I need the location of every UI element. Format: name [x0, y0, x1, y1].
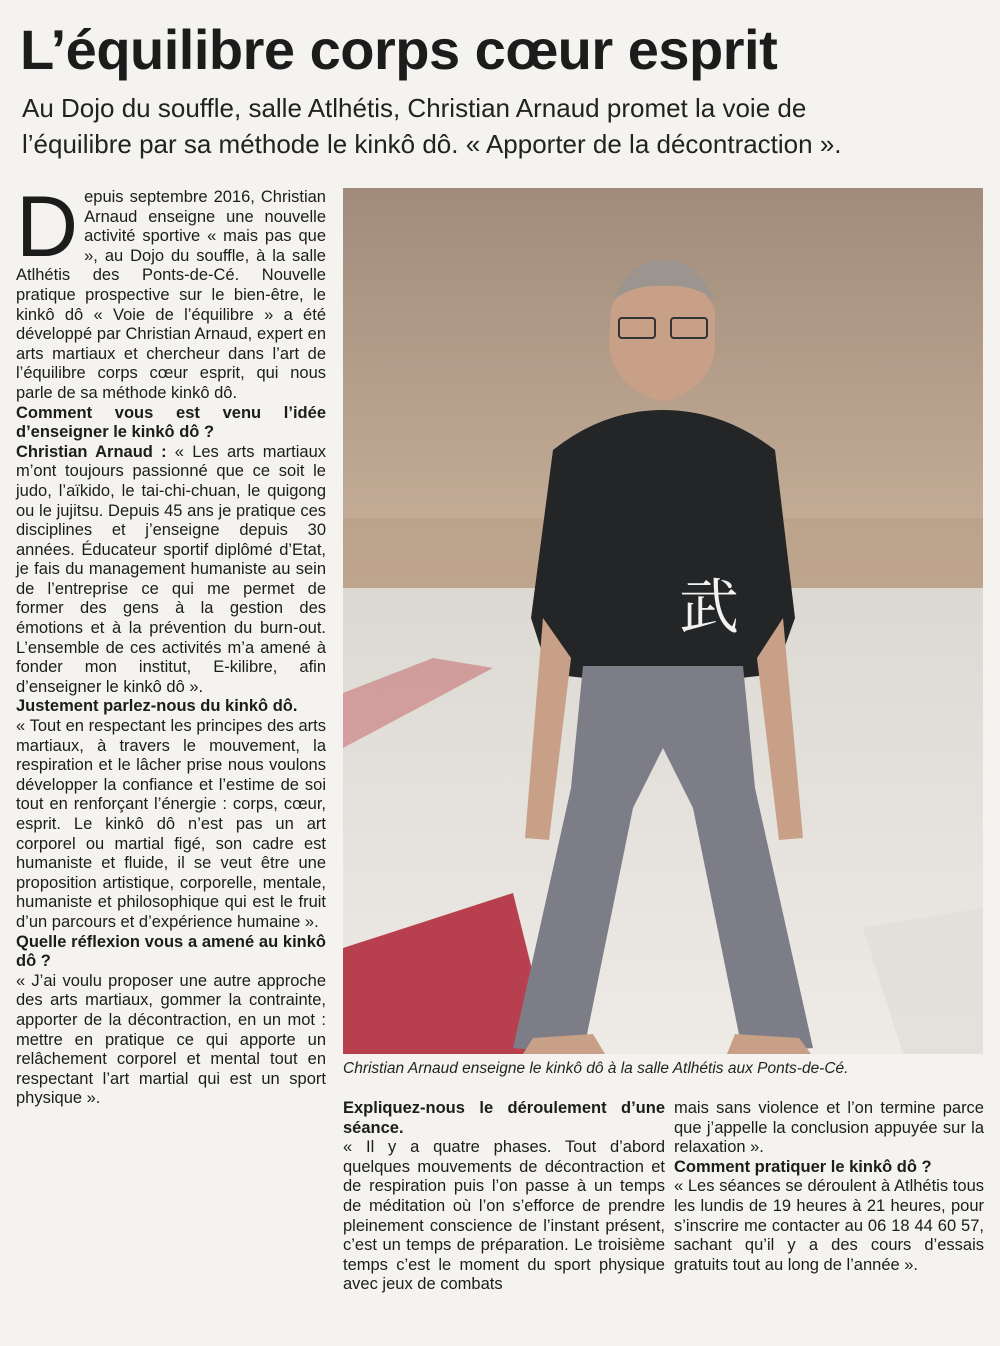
photo-illustration — [343, 188, 983, 1054]
standfirst-line-2: l’équilibre par sa méthode le kinkô dô. « Apporter de la décontraction ». — [22, 129, 842, 159]
question-3: Quelle réflexion vous a amené au kinkô dô ? — [16, 932, 326, 971]
question-5: Comment pratiquer le kinkô dô ? — [674, 1157, 932, 1176]
article-photo — [343, 188, 983, 1054]
standfirst-line-1: Au Dojo du souffle, salle Atlhétis, Christian Arnaud promet la voie de — [22, 93, 807, 123]
question-2: Justement parlez-nous du kinkô dô. — [16, 697, 298, 716]
article-column-1 — [16, 179, 326, 1109]
question-1: Comment vous est venu l’idée d’enseigner le kinkô dô ? — [16, 403, 326, 442]
headline: L’équilibre corps cœur esprit — [20, 18, 778, 81]
answer-2: « Tout en respectant les principes des arts martiaux, à travers le mouvement, la respiration et le lâcher prise nous voulons développer la confiance et l’estime de soi tout en renforçant l’énergie : corps, cœur, esprit. Le kinkô dô n’est pas un art corporel ou martial figé, son cadre est humaniste et fluide, il se veut être une proposition artistique, corporelle, mentale, humaniste et philosophique qui est le fruit d’un parcours et d’expérience humaine ». — [16, 717, 326, 931]
answer-1-text: « Les arts martiaux m’ont toujours passionné que ce soit le judo, l’aïkido, le tai-chi-chuan, le quigong ou le jujitsu. Depuis 45 ans je pratique ces disciplines et j’enseigne depuis 30 années. Éducateur sportif diplômé d’Etat, je fais du management humaniste au sein de l’entreprise ce qui me permet de former des gens à la gestion des émotions et à la prévention du burn-out. L’ensemble de ces activités m’a amené à fonder mon institut, E-kilibre, afin d’enseigner le kinkô dô ». — [16, 442, 326, 696]
article-column-3 — [674, 1099, 984, 1275]
standfirst — [22, 90, 982, 162]
drop-cap: D — [16, 179, 79, 275]
answer-4: « Il y a quatre phases. Tout d’abord quelques mouvements de décontraction et de respiration puis l’on passe à un temps de méditation où l’on s’efforce de prendre pleinement conscience de l’instant présent, c’est un temps de préparation. Le troisième temps c’est le moment du sport physique avec jeux de combats — [343, 1138, 665, 1294]
intro-paragraph — [16, 179, 326, 404]
question-4: Expliquez-nous le déroulement d’une séance. — [343, 1099, 665, 1137]
article-column-2 — [343, 1099, 665, 1295]
answer-5: « Les séances se déroulent à Atlhétis tous les lundis de 19 heures à 21 heures, pour s’inscrire me contacter au 06 18 44 60 57, sachant qu’il y a des cours d’essais gratuits tout au long de l’année ». — [674, 1177, 984, 1274]
answer-4-continued: mais sans violence et l’on termine parce que j’appelle la conclusion appuyée sur la relaxation ». — [674, 1099, 984, 1157]
speaker-name: Christian Arnaud : — [16, 442, 167, 461]
intro-text: epuis septembre 2016, Christian Arnaud enseigne une nouvelle activité sportive « mais pas que », au Dojo du souffle, à la salle Atlhétis des Ponts-de-Cé. Nouvelle pratique prospective sur le bien-être, le kinkô dô « Voie de l’équilibre » a été développé par Christian Arnaud, expert en arts martiaux et chercheur dans l’art de l’équilibre corps cœur esprit, qui nous parle de sa méthode kinkô dô. — [16, 188, 326, 402]
shirt-kanji: 武 — [679, 573, 739, 643]
answer-3: « J’ai voulu proposer une autre approche des arts martiaux, gommer la contrainte, apporter de la décontraction, en un mot : mettre en pratique ce qui apporte un relâchement corporel et mental tout en respectant l’art martial qui est un sport physique ». — [16, 971, 326, 1108]
answer-1 — [16, 443, 326, 698]
photo-caption: Christian Arnaud enseigne le kinkô dô à la salle Atlhétis aux Ponts-de-Cé. — [343, 1060, 849, 1077]
